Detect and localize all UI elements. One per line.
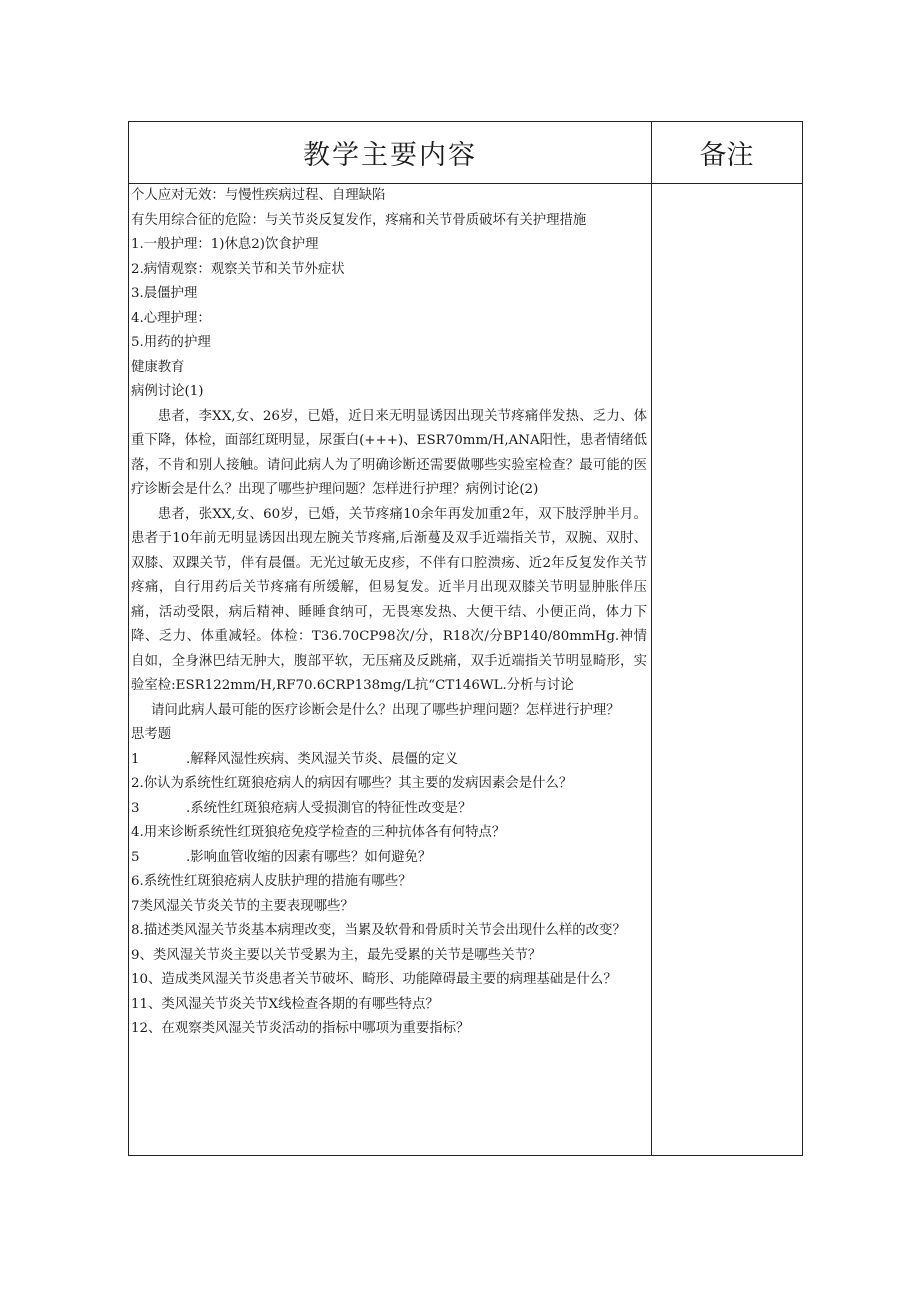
think-question-10: 10、造成类风湿关节炎患者关节破坏、畸形、功能障碍最主要的病理基础是什么？ xyxy=(131,972,617,987)
line-observation: 2.病情观察：观察关节和关节外症状 xyxy=(131,261,345,277)
think-question-2: 2.你认为系统性红斑狼疮病人的病因有哪些？其主要的发病因素会是什么？ xyxy=(131,776,573,791)
notes-header: 备注 xyxy=(699,140,754,171)
think-question-3-text: .系统性红斑狼疮病人受损測官的特征性改变是？ xyxy=(186,800,472,816)
case-2-paragraph: 患者，张XX,女、60岁，已婚，关节疼痛10余年再发加重2年，双下肢浮肿半月。患者于10年前无明显诱因出现左腕关节疼痛,后渐蔓及双手近端指关节，双腕、双肘、双膝、双踝关节，伴有晨僵。无光过敏无皮疹，不伴有口腔溃疡、近2年反复发作关节疼痛，自行用药后关节疼痛有所缓解，但易复发。近半月出现双膝关节明显肿胀伴压痛，活动受限，病后精神、睡睡食纳可，无畏寒发热、大便干结、小便正尚，体力下降、乏力、体重减轻。体检：T36.70CP98次/分，R18次/分BP140/80mmHg.神情自如，全身淋巴结无肿大，腹部平软，无压痛及反跳痛，双手近端指关节明显畸形，实验室检:ESR122mm/H,RF70.6CRP138mg/L抗“CT146WL.分析与讨论 xyxy=(131,506,647,693)
think-question-3-number: 3 xyxy=(131,800,140,816)
line-stiffness-care: 3.晨僵护理 xyxy=(131,286,198,301)
line-health-education: 健康教育 xyxy=(131,359,185,375)
think-question-11: 11、类风湿关节炎关节X线检查各期的有哪些特点？ xyxy=(131,996,439,1012)
line-medication-care: 5.用药的护理 xyxy=(131,335,211,350)
table-header-row xyxy=(129,122,802,184)
case-1-paragraph: 患者，李XX,女、26岁，已婚，近日来无明显诱因出现关节疼痛伴发热、乏力、体重下降，体检，面部红斑明显，尿蛋白(+++)、ESR70mm/H,ANA阳性，患者情绪低落，不肯和别人接触。请问此病人为了明确诊断还需要做哪些实验室检查？最可能的医疗诊断会是什么？出现了哪些护理问题？怎样进行护理？病例讨论(2) xyxy=(131,408,647,497)
lesson-table xyxy=(128,121,803,1156)
think-question-7: 7类风湿关节炎关节的主要表现哪些？ xyxy=(131,898,354,914)
think-question-5-number: 5 xyxy=(131,849,140,865)
think-title: 思考题 xyxy=(131,727,172,742)
line-disuse-risk: 有失用综合征的危险：与关节炎反复发作，疼痛和关节骨质破坏有关护理措施 xyxy=(131,212,587,228)
think-question-8: 8.描述类风湿关节炎基本病理改变，当累及软骨和骨质时关节会出现什么样的改变？ xyxy=(131,923,626,938)
think-question-1 xyxy=(131,748,647,773)
think-question-1-number: 1 xyxy=(131,751,140,767)
line-coping: 个人应对无效：与慢性疾病过程、自理缺陷 xyxy=(131,188,386,203)
think-question-6: 6.系统性红斑狼疮病人皮肤护理的措施有哪些？ xyxy=(131,874,412,889)
think-question-5 xyxy=(131,846,647,871)
main-content-header: 教学主要内容 xyxy=(303,140,477,171)
think-question-1-text: .解释风湿性疾病、类风湿关节炎、晨僵的定义 xyxy=(186,751,459,767)
think-question-5-text: .影响血管收缩的因素有哪些？如何避免？ xyxy=(186,849,432,865)
notes-cell xyxy=(652,184,802,1154)
line-case-1-title: 病例讨论(1) xyxy=(131,384,204,399)
line-psych-care: 4.心理护理： xyxy=(131,310,211,326)
main-content-cell xyxy=(131,184,647,1042)
think-question-3 xyxy=(131,797,647,822)
think-question-12: 12、在观察类风湿关节炎活动的指标中哪项为重要指标？ xyxy=(131,1021,470,1036)
think-question-9: 9、类风湿关节炎主要以关节受累为主，最先受累的关节是哪些关节？ xyxy=(131,947,542,963)
think-question-4: 4.用来诊断系统性红斑狼疮免疫学检查的三种抗体各有何特点？ xyxy=(131,825,506,840)
case-2-question: 请问此病人最可能的医疗诊断会是什么？出现了哪些护理问题？怎样进行护理？ xyxy=(151,702,620,718)
line-general-care: 1.一般护理：1)休息2)饮食护理 xyxy=(131,237,319,252)
